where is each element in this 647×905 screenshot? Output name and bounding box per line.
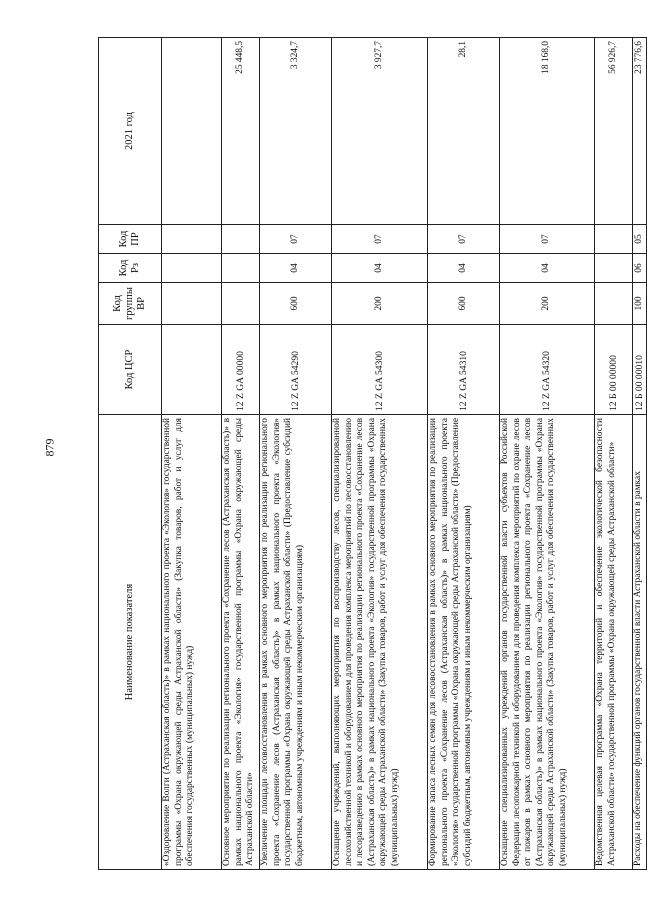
row-pr: 05 [633,225,647,254]
row-name: «Оздоровление Волги (Астраханская область)» в рамках национального проекта «Экология» государственной программы «Охрана окружающей среды Астраханской области» (Закупка товаров, работ и услуг для обеспечения государственных (муниципальных) нужд) [162,415,222,870]
table-row [260,38,332,870]
row-csr: 12 Z GA 54300 [332,325,428,415]
table-row [633,38,647,870]
page-number: 879 [42,438,57,457]
header-name: Наименование показателя [99,415,162,870]
row-name: Ведомственная целевая программа «Охрана территорий и обеспечение экологической безопасности Астраханской области» государственной программы «Охрана окружающей среды Астраханской области» [595,415,633,870]
row-vr: 600 [428,283,500,325]
row-rz: 04 [332,254,428,283]
row-amount: 56 926,7 [595,38,633,225]
row-name: Оснащение специализированных учреждений органов государственной власти субъектов Российской Федерации лесопожарной техникой и оборудованием для проведения комплекса мероприятий по охране лесов от пожаров в рамках основного мероприятия по реализации регионального проекта «Сохранение лесов (Астраханская область)» в рамках национального проекта «Экология» государственной программы «Охрана окружающей среды Астраханской области» (Закупка товаров, работ и услуг для обеспечения государственных (муниципальных) нужд) [500,415,595,870]
row-rz: 06 [633,254,647,283]
header-vr: Код группы ВР [99,283,162,325]
table-row [500,38,595,870]
row-pr [162,225,222,254]
row-csr: 12 Б 00 00000 [595,325,633,415]
row-csr: 12 Б 00 00010 [633,325,647,415]
row-pr [222,225,260,254]
row-amount: 28,1 [428,38,500,225]
row-name: Увеличение площади лесовосстановления в рамках основного мероприятия по реализации регионального проекта «Сохранение лесов (Астраханская область)» в рамках национального проекта «Экология» государственной программы «Охрана окружающей среды Астраханской области» (Предоставление субсидий бюджетным, автономным учреждениям и иным некоммерческим организациям) [260,415,332,870]
table-row [332,38,428,870]
row-rz [595,254,633,283]
header-pr: Код ПР [99,225,162,254]
row-pr: 07 [428,225,500,254]
row-vr [595,283,633,325]
row-name: Расходы на обеспечение функций органов государственной власти Астраханской области в рамках [633,415,647,870]
row-csr: 12 Z GA 54310 [428,325,500,415]
budget-table-rotated [98,38,645,870]
row-vr: 200 [332,283,428,325]
row-pr: 07 [500,225,595,254]
table-row [162,38,222,870]
row-rz: 04 [260,254,332,283]
row-name: Основное мероприятие по реализации регионального проекта «Сохранение лесов (Астраханская область)» в рамках национального проекта «Экология» государственной программы «Охрана окружающей среды Астраханской области» [222,415,260,870]
row-amount: 3 927,7 [332,38,428,225]
row-vr: 200 [500,283,595,325]
table-row [428,38,500,870]
table-header-row [99,38,162,870]
row-rz [162,254,222,283]
row-vr: 600 [260,283,332,325]
budget-table [98,37,647,870]
row-pr: 07 [260,225,332,254]
row-vr: 100 [633,283,647,325]
row-amount: 25 448,5 [222,38,260,225]
row-pr [595,225,633,254]
row-csr: 12 Z GA 54290 [260,325,332,415]
row-rz: 04 [428,254,500,283]
row-csr: 12 Z GA 00000 [222,325,260,415]
row-amount [162,38,222,225]
row-amount: 23 776,6 [633,38,647,225]
row-vr [162,283,222,325]
row-rz: 04 [500,254,595,283]
row-rz [222,254,260,283]
row-amount: 18 168,0 [500,38,595,225]
row-csr: 12 Z GA 54320 [500,325,595,415]
row-csr [162,325,222,415]
row-name: Формирование запаса лесных семян для лесовосстановления в рамках основного мероприятия по реализации регионального проекта «Сохранение лесов (Астраханская область)» в рамках национального проекта «Экология» государственной программы «Охрана окружающей среды Астраханской области» (Предоставление субсидий бюджетным, автономным учреждениям и иным некоммерческим организациям) [428,415,500,870]
table-row [222,38,260,870]
row-pr: 07 [332,225,428,254]
header-rz: Код Рз [99,254,162,283]
row-name: Оснащение учреждений, выполняющих мероприятия по воспроизводству лесов, специализированной лесохозяйственной техникой и оборудованием для проведения комплекса мероприятий по лесовосстановлению и лесоразведению в рамках основного мероприятия по реализации регионального проекта «Сохранение лесов (Астраханская область)» в рамках национального проекта «Экология» государственной программы «Охрана окружающей среды Астраханской области» (Закупка товаров, работ и услуг для обеспечения государственных (муниципальных) нужд) [332,415,428,870]
header-csr: Код ЦСР [99,325,162,415]
table-row [595,38,633,870]
header-year: 2021 год [99,38,162,225]
row-vr [222,283,260,325]
row-amount: 3 324,7 [260,38,332,225]
